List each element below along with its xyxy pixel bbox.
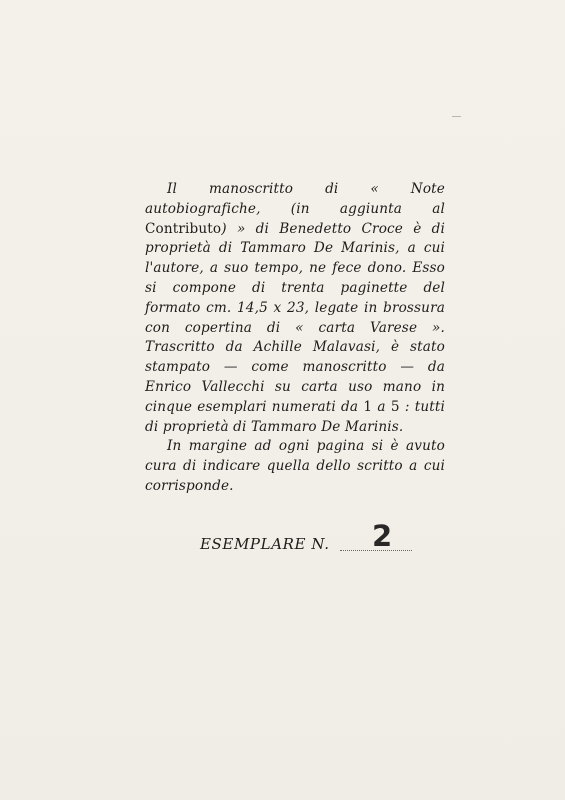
text-segment: Il manoscritto di « Note autobiografiche, (in aggiunta al bbox=[145, 181, 445, 217]
copy-number-line bbox=[200, 519, 420, 555]
roman-text-segment: 5 bbox=[390, 398, 400, 415]
roman-text-segment: 1 bbox=[363, 398, 373, 415]
colophon-paragraph-1 bbox=[145, 180, 445, 437]
copy-number: 2 bbox=[372, 519, 393, 553]
text-segment: : tutti di proprietà di Tammaro De Marinis. bbox=[145, 398, 445, 435]
text-segment: ) » di Benedetto Croce è di proprietà di Tammaro De Marinis, a cui l'autore, a suo tempo, ne fece dono. Esso si compone di trenta paginette del formato cm. 14,5 x 23, legate in brossura con copertina di « carta Varese ». Trascritto da Achille Malavasi, è stato stampato — come manoscritto — da Enrico Vallecchi su carta uso mano in cinque esemplari numerati da bbox=[145, 220, 445, 415]
roman-text-segment: Contributo bbox=[145, 220, 222, 237]
text-segment: In margine ad ogni pagina si è avuto cura di indicare quella dello scritto a cui corrisponde. bbox=[145, 438, 445, 494]
colophon-text bbox=[145, 180, 445, 497]
paper-speck bbox=[452, 116, 461, 117]
colophon-paragraph-2 bbox=[145, 437, 445, 496]
copy-label: ESEMPLARE N. bbox=[200, 535, 330, 553]
text-segment: a bbox=[372, 398, 391, 415]
